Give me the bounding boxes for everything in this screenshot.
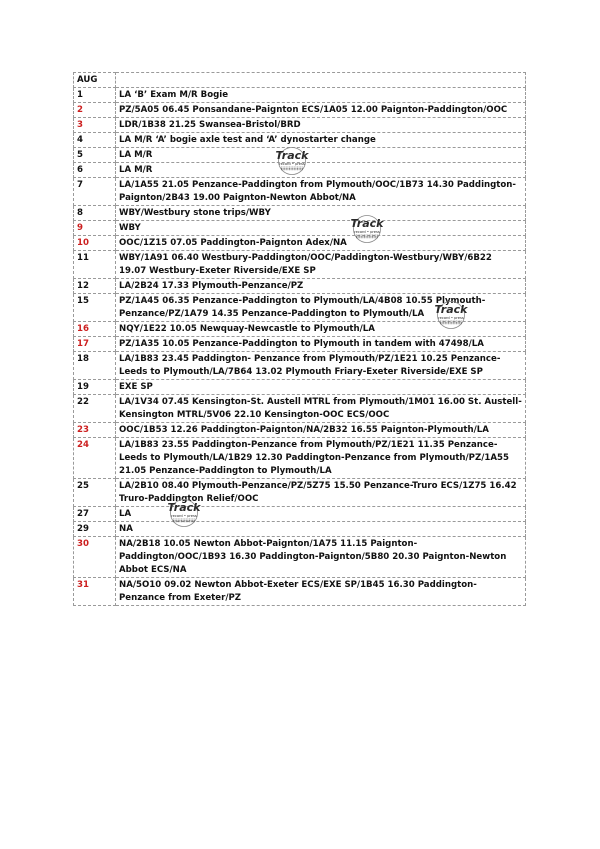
workings-cell: NA <box>116 522 526 537</box>
track-watermark-stamp <box>345 214 389 244</box>
date-cell: 31 <box>74 578 116 606</box>
workings-cell: PZ/1A45 06.35 Penzance-Paddington to Plymouth/LA/4B08 10.55 Plymouth-Penzance/PZ/1A79 14.35 Penzance-Paddington to Plymouth/LA <box>116 294 526 322</box>
workings-cell: LA/1B83 23.45 Paddington- Penzance from Plymouth/PZ/1E21 10.25 Penzance-Leeds to Plymouth/LA/7B64 13.02 Plymouth Friary-Exeter Riverside/EXE SP <box>116 352 526 380</box>
date-cell: 25 <box>74 479 116 507</box>
date-cell: 23 <box>74 423 116 438</box>
date-cell: 15 <box>74 294 116 322</box>
workings-cell: LA/2B10 08.40 Plymouth-Penzance/PZ/5Z75 15.50 Penzance-Truro ECS/1Z75 16.42 Truro-Paddington Relief/OOC <box>116 479 526 507</box>
date-cell: 24 <box>74 438 116 479</box>
date-cell: 2 <box>74 103 116 118</box>
month-header-row <box>74 73 526 88</box>
workings-cell: PZ/5A05 06.45 Ponsandane-Paignton ECS/1A05 12.00 Paignton-Paddington/OOC <box>116 103 526 118</box>
table-row <box>74 236 526 251</box>
date-cell: 1 <box>74 88 116 103</box>
workings-cell: EXE SP <box>116 380 526 395</box>
date-cell: 9 <box>74 221 116 236</box>
table-row <box>74 103 526 118</box>
table-row <box>74 279 526 294</box>
workings-cell: OOC/1B53 12.26 Paddington-Paignton/NA/2B32 16.55 Paignton-Plymouth/LA <box>116 423 526 438</box>
stamp-tagline: record • press <box>354 230 380 234</box>
date-cell: 10 <box>74 236 116 251</box>
date-cell: 16 <box>74 322 116 337</box>
table-row <box>74 380 526 395</box>
workings-cell: WBY <box>116 221 526 236</box>
table-row <box>74 118 526 133</box>
workings-cell: LA/1A55 21.05 Penzance-Paddington from Plymouth/OOC/1B73 14.30 Paddington-Paignton/2B43 19.00 Paignton-Newton Abbot/NA <box>116 178 526 206</box>
table-row <box>74 537 526 578</box>
track-watermark-stamp <box>270 146 314 176</box>
workings-cell: WBY/Westbury stone trips/WBY <box>116 206 526 221</box>
workings-cell: LA ‘B’ Exam M/R Bogie <box>116 88 526 103</box>
track-watermark-stamp <box>429 300 473 330</box>
table-row <box>74 352 526 380</box>
table-row <box>74 221 526 236</box>
workings-cell: LA M/R ‘A’ bogie axle test and ‘A’ dynostarter change <box>116 133 526 148</box>
table-row <box>74 395 526 423</box>
table-row <box>74 423 526 438</box>
workings-cell: LA/1B83 23.55 Paddington-Penzance from Plymouth/PZ/1E21 11.35 Penzance-Leeds to Plymouth/LA/1B29 12.30 Paddington-Penzance from Plymouth/PZ/1A55 21.05 Penzance-Paddington to Plymouth/LA <box>116 438 526 479</box>
date-cell: 29 <box>74 522 116 537</box>
workings-cell: NA/5O10 09.02 Newton Abbot-Exeter ECS/EXE SP/1B45 16.30 Paddington-Penzance from Exeter/PZ <box>116 578 526 606</box>
workings-cell: LA <box>116 507 526 522</box>
date-cell: 30 <box>74 537 116 578</box>
date-cell: 11 <box>74 251 116 279</box>
workings-cell: LA/1V34 07.45 Kensington-St. Austell MTRL from Plymouth/1M01 16.00 St. Austell-Kensington MTRL/5V06 22.10 Kensington-OOC ECS/OOC <box>116 395 526 423</box>
workings-cell: NQY/1E22 10.05 Newquay-Newcastle to Plymouth/LA <box>116 322 526 337</box>
workings-cell: LA/2B24 17.33 Plymouth-Penzance/PZ <box>116 279 526 294</box>
workings-cell: LA M/R <box>116 163 526 178</box>
date-cell: 17 <box>74 337 116 352</box>
workings-cell: LA M/R <box>116 148 526 163</box>
workings-cell: LDR/1B38 21.25 Swansea-Bristol/BRD <box>116 118 526 133</box>
date-cell: 4 <box>74 133 116 148</box>
table-row <box>74 522 526 537</box>
workings-cell: OOC/1Z15 07.05 Paddington-Paignton Adex/NA <box>116 236 526 251</box>
stamp-wordmark: Track <box>350 217 384 230</box>
table-row <box>74 438 526 479</box>
date-cell: 27 <box>74 507 116 522</box>
table-row <box>74 178 526 206</box>
stamp-tagline: record • press <box>438 316 464 320</box>
stamp-tagline: record • press <box>171 514 197 518</box>
date-cell: 18 <box>74 352 116 380</box>
workings-cell: NA/2B18 10.05 Newton Abbot-Paignton/1A75 11.15 Paignton-Paddington/OOC/1B93 16.30 Paddington-Paignton/5B80 20.30 Paignton-Newton Abbot ECS/NA <box>116 537 526 578</box>
stamp-wordmark: Track <box>434 303 468 316</box>
table-row <box>74 507 526 522</box>
stamp-wordmark: Track <box>167 501 201 514</box>
table-row <box>74 251 526 279</box>
date-cell: 19 <box>74 380 116 395</box>
table-row <box>74 479 526 507</box>
table-row <box>74 88 526 103</box>
workings-cell: WBY/1A91 06.40 Westbury-Paddington/OOC/Paddington-Westbury/WBY/6B22 19.07 Westbury-Exeter Riverside/EXE SP <box>116 251 526 279</box>
date-cell: 12 <box>74 279 116 294</box>
table-row <box>74 206 526 221</box>
stamp-wordmark: Track <box>275 149 309 162</box>
date-cell: 6 <box>74 163 116 178</box>
date-cell: 7 <box>74 178 116 206</box>
workings-cell: PZ/1A35 10.05 Penzance-Paddington to Plymouth in tandem with 47498/LA <box>116 337 526 352</box>
date-cell: 5 <box>74 148 116 163</box>
month-header-blank <box>116 73 526 88</box>
track-watermark-stamp <box>162 498 206 528</box>
month-label: AUG <box>74 73 116 88</box>
table-row <box>74 337 526 352</box>
date-cell: 8 <box>74 206 116 221</box>
date-cell: 3 <box>74 118 116 133</box>
table-row <box>74 578 526 606</box>
stamp-tagline: record • press <box>279 162 305 166</box>
date-cell: 22 <box>74 395 116 423</box>
